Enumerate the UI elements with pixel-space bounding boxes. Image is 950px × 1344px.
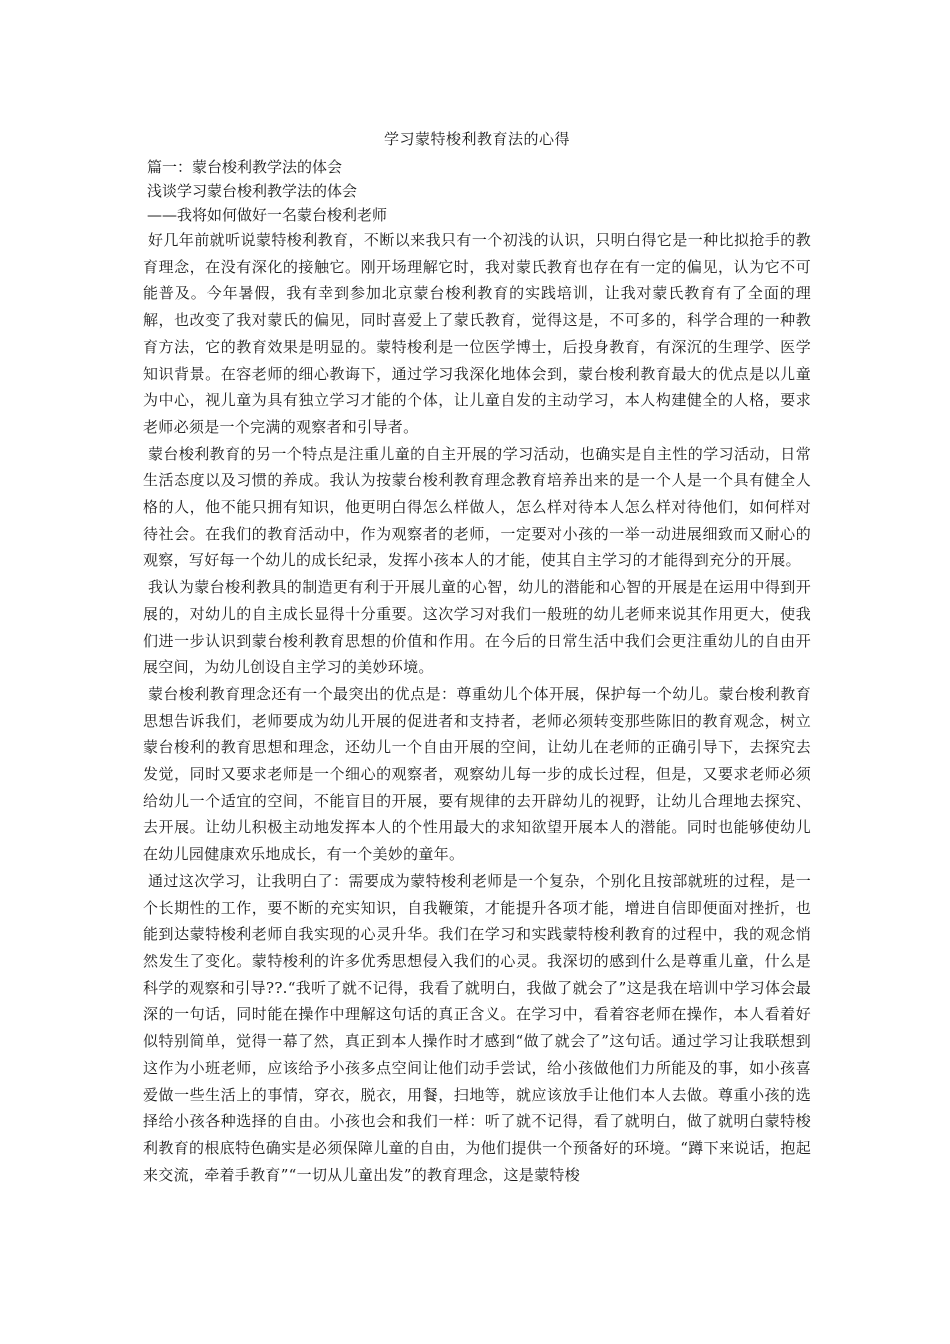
paragraph: 通过这次学习，让我明白了：需要成为蒙特梭利老师是一个复杂，个别化且按部就班的过程，是一个长期性的工作，要不断的充实知识，自我鞭策，才能提升各项才能，增进自信即便面对挫折，也能到达蒙特梭利老师自我实现的心灵升华。我们在学习和实践蒙特梭利教育的过程中，我的观念悄然发生了变化。蒙特梭利的许多优秀思想侵入我们的心灵。我深切的感到什么是尊重儿童，什么是科学的观察和引导??.“我听了就不记得，我看了就明白，我做了就会了”这是我在培训中学习体会最深的一句话，同时能在操作中理解这句话的真正含义。在学习中，看着容老师在操作，本人看着好似特别简单，觉得一幕了然，真正到本人操作时才感到“做了就会了”这句话。通过学习让我联想到这作为小班老师，应该给予小孩多点空间让他们动手尝试，给小孩做他们力所能及的事，如小孩喜爱做一些生活上的事情，穿衣，脱衣，用餐，扫地等，就应该放手让他们本人去做。尊重小孩的选择给小孩各种选择的自由。小孩也会和我们一样：听了就不记得，看了就明白，做了就明白蒙特梭利教育的根底特色确实是必须保障儿童的自由，为他们提供一个预备好的环境。“蹲下来说话，抱起来交流，牵着手教育”“一切从儿童出发”的教育理念，这是蒙特梭	[143, 871, 811, 1184]
article-subtitle: ——我将如何做好一名蒙台梭利老师	[147, 206, 388, 224]
paragraph: 我认为蒙台梭利教具的制造更有利于开展儿童的心智，幼儿的潜能和心智的开展是在运用中得到开展的，对幼儿的自主成长显得十分重要。这次学习对我们一般班的幼儿老师来说其作用更大，使我们进一步认识到蒙台梭利教育思想的价值和作用。在今后的日常生活中我们会更注重幼儿的自由开展空间，为幼儿创设自主学习的美妙环境。	[143, 578, 811, 677]
article-title: 浅谈学习蒙台梭利教学法的体会	[147, 182, 358, 200]
paragraph: 好几年前就听说蒙特梭利教育，不断以来我只有一个初浅的认识，只明白得它是一种比拟抢手的教育理念，在没有深化的接触它。刚开场理解它时，我对蒙氏教育也存在有一定的偏见，认为它不可能普及。今年暑假，我有幸到参加北京蒙台梭利教育的实践培训，让我对蒙氏教育有了全面的理解，也改变了我对蒙氏的偏见，同时喜爱上了蒙氏教育，觉得这是，不可多的，科学合理的一种教育方法，它的教育效果是明显的。蒙特梭利是一位医学博士，后投身教育，有深沉的生理学、医学知识背景。在容老师的细心教诲下，通过学习我深化地体会到，蒙台梭利教育最大的优点是以儿童为中心，视儿童为具有独立学习才能的个体，让儿童自发的主动学习，本人构建健全的人格，要求老师必须是一个完满的观察者和引导者。	[143, 231, 811, 436]
document-title: 学习蒙特梭利教育法的心得	[383, 130, 570, 148]
paragraph: 蒙台梭利教育的另一个特点是注重儿童的自主开展的学习活动，也确实是自主性的学习活动，日常生活态度以及习惯的养成。我认为按蒙台梭利教育理念教育培养出来的是一个人是一个具有健全人格的人，他不能只拥有知识，他更明白得怎么样做人，怎么样对待本人怎么样对待他们，如何样对待社会。在我们的教育活动中，作为观察者的老师，一定要对小孩的一举一动进展细致而又耐心的观察，写好每一个幼儿的成长纪录，发挥小孩本人的才能，使其自主学习的才能得到充分的开展。	[143, 444, 811, 570]
section-heading: 篇一：蒙台梭利教学法的体会	[147, 158, 343, 176]
document-body	[143, 127, 811, 1188]
paragraph: 蒙台梭利教育理念还有一个最突出的优点是：尊重幼儿个体开展，保护每一个幼儿。蒙台梭利教育思想告诉我们，老师要成为幼儿开展的促进者和支持者，老师必须转变那些陈旧的教育观念，树立蒙台梭利的教育思想和理念，还幼儿一个自由开展的空间，让幼儿在老师的正确引导下，去探究去发觉，同时又要求老师是一个细心的观察者，观察幼儿每一步的成长过程，但是，又要求老师必须给幼儿一个适宜的空间，不能盲目的开展，要有规律的去开辟幼儿的视野，让幼儿合理地去探究、去开展。让幼儿积极主动地发挥本人的个性用最大的求知欲望开展本人的潜能。同时也能够使幼儿在幼儿园健康欢乐地成长，有一个美妙的童年。	[143, 684, 811, 864]
